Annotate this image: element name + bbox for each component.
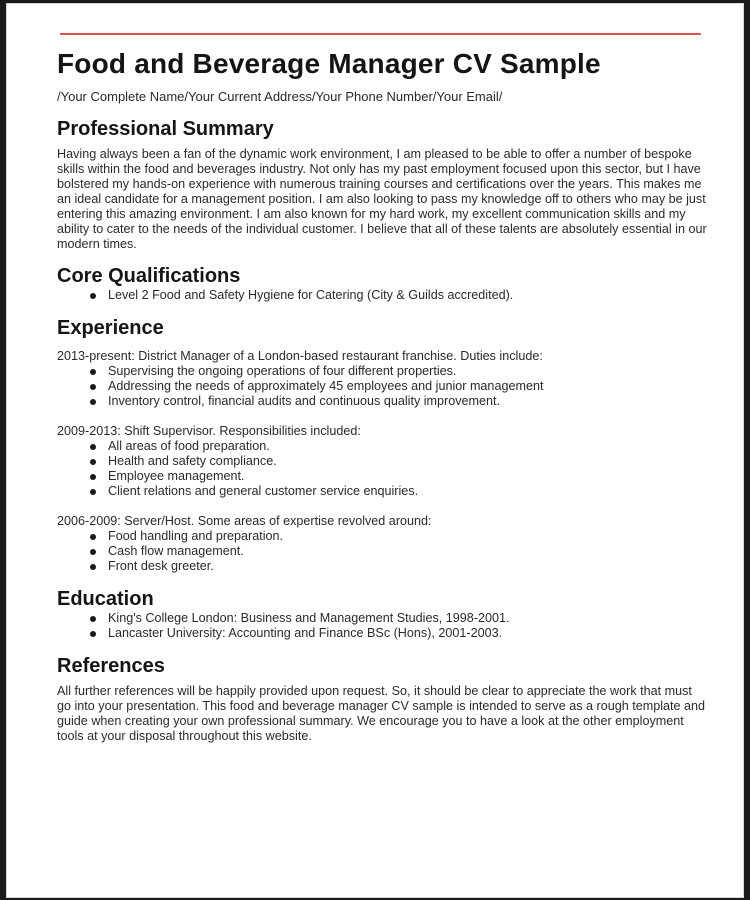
job-intro: 2009-2013: Shift Supervisor. Responsibilities included:: [57, 424, 361, 438]
bullet-icon: [90, 369, 96, 375]
bullet-icon: [90, 459, 96, 465]
list-item-text: Supervising the ongoing operations of four different properties.: [108, 364, 457, 378]
list-item-text: Food handling and preparation.: [108, 529, 284, 543]
list-item: [88, 288, 707, 303]
references-text: All further references will be happily provided upon request. So, it should be clear to appreciate the work that must go into your presentation. This food and beverage manager CV sample is intended to serve as a rough template and guide when creating your own professional summary. We encourage you to have a look at the other employment tools at your disposal throughout this website.: [57, 684, 706, 743]
job-duties-list: [57, 529, 707, 574]
job-duties-list: [57, 364, 707, 409]
experience-heading: Experience: [57, 317, 164, 339]
list-item-text: Cash flow management.: [108, 544, 244, 558]
list-item: [88, 379, 707, 394]
job-intro: 2013-present: District Manager of a London-based restaurant franchise. Duties include:: [57, 349, 543, 363]
list-item: [88, 454, 707, 469]
references-heading: References: [57, 655, 165, 677]
core-heading: Core Qualifications: [57, 265, 241, 287]
list-item-text: Lancaster University: Accounting and Finance BSc (Hons), 2001-2003.: [108, 626, 503, 640]
list-item-text: Health and safety compliance.: [108, 454, 277, 468]
list-item: [88, 611, 707, 626]
contact-line: /Your Complete Name/Your Current Address/Your Phone Number/Your Email/: [57, 89, 503, 104]
section-experience: [57, 317, 707, 574]
education-list: [57, 611, 707, 641]
accent-divider: [60, 33, 701, 35]
education-heading: Education: [57, 588, 154, 610]
job-intro: 2006-2009: Server/Host. Some areas of expertise revolved around:: [57, 514, 432, 528]
list-item-text: Employee management.: [108, 469, 245, 483]
bullet-icon: [90, 489, 96, 495]
bullet-icon: [90, 534, 96, 540]
list-item: [88, 394, 707, 409]
list-item-text: Client relations and general customer service enquiries.: [108, 484, 419, 498]
cv-page: [6, 3, 744, 898]
list-item: [88, 364, 707, 379]
bullet-icon: [90, 631, 96, 637]
bullet-icon: [90, 549, 96, 555]
bullet-icon: [90, 444, 96, 450]
section-summary: [57, 118, 707, 252]
list-item: [88, 484, 707, 499]
bullet-icon: [90, 474, 96, 480]
list-item-text: King's College London: Business and Management Studies, 1998-2001.: [108, 611, 510, 625]
list-item-text: Addressing the needs of approximately 45 employees and junior management: [108, 379, 544, 393]
list-item-text: Inventory control, financial audits and continuous quality improvement.: [108, 394, 501, 408]
list-item: [88, 626, 707, 641]
bullet-icon: [90, 399, 96, 405]
list-item: [88, 559, 707, 574]
list-item-text: Level 2 Food and Safety Hygiene for Catering (City & Guilds accredited).: [108, 288, 514, 302]
bullet-icon: [90, 384, 96, 390]
list-item: [88, 529, 707, 544]
summary-text: Having always been a fan of the dynamic work environment, I am pleased to be able to offer a number of bespoke skills within the food and beverages industry. Not only has my past employment focused upon this sector, but I have bolstered my hands-on experience with numerous training courses and certifications over the years. This makes me an ideal candidate for a management position. I am also looking to pass my knowledge off to others who may be just entering this amazing environment. I am also known for my hard work, my excellent communication skills and my ability to cater to the needs of the individual customer. I believe that all of these talents are absolutely essential in our modern times.: [57, 147, 707, 251]
list-item: [88, 439, 707, 454]
section-core-qualifications: [57, 265, 707, 303]
bullet-icon: [90, 564, 96, 570]
section-references: [57, 655, 707, 744]
core-list: [57, 288, 707, 303]
list-item-text: All areas of food preparation.: [108, 439, 270, 453]
section-education: [57, 588, 707, 641]
page-title: Food and Beverage Manager CV Sample: [57, 48, 601, 79]
cv-content: [57, 48, 707, 744]
list-item: [88, 469, 707, 484]
summary-heading: Professional Summary: [57, 118, 274, 140]
bullet-icon: [90, 293, 96, 299]
list-item: [88, 544, 707, 559]
job-duties-list: [57, 439, 707, 499]
list-item-text: Front desk greeter.: [108, 559, 214, 573]
bullet-icon: [90, 616, 96, 622]
